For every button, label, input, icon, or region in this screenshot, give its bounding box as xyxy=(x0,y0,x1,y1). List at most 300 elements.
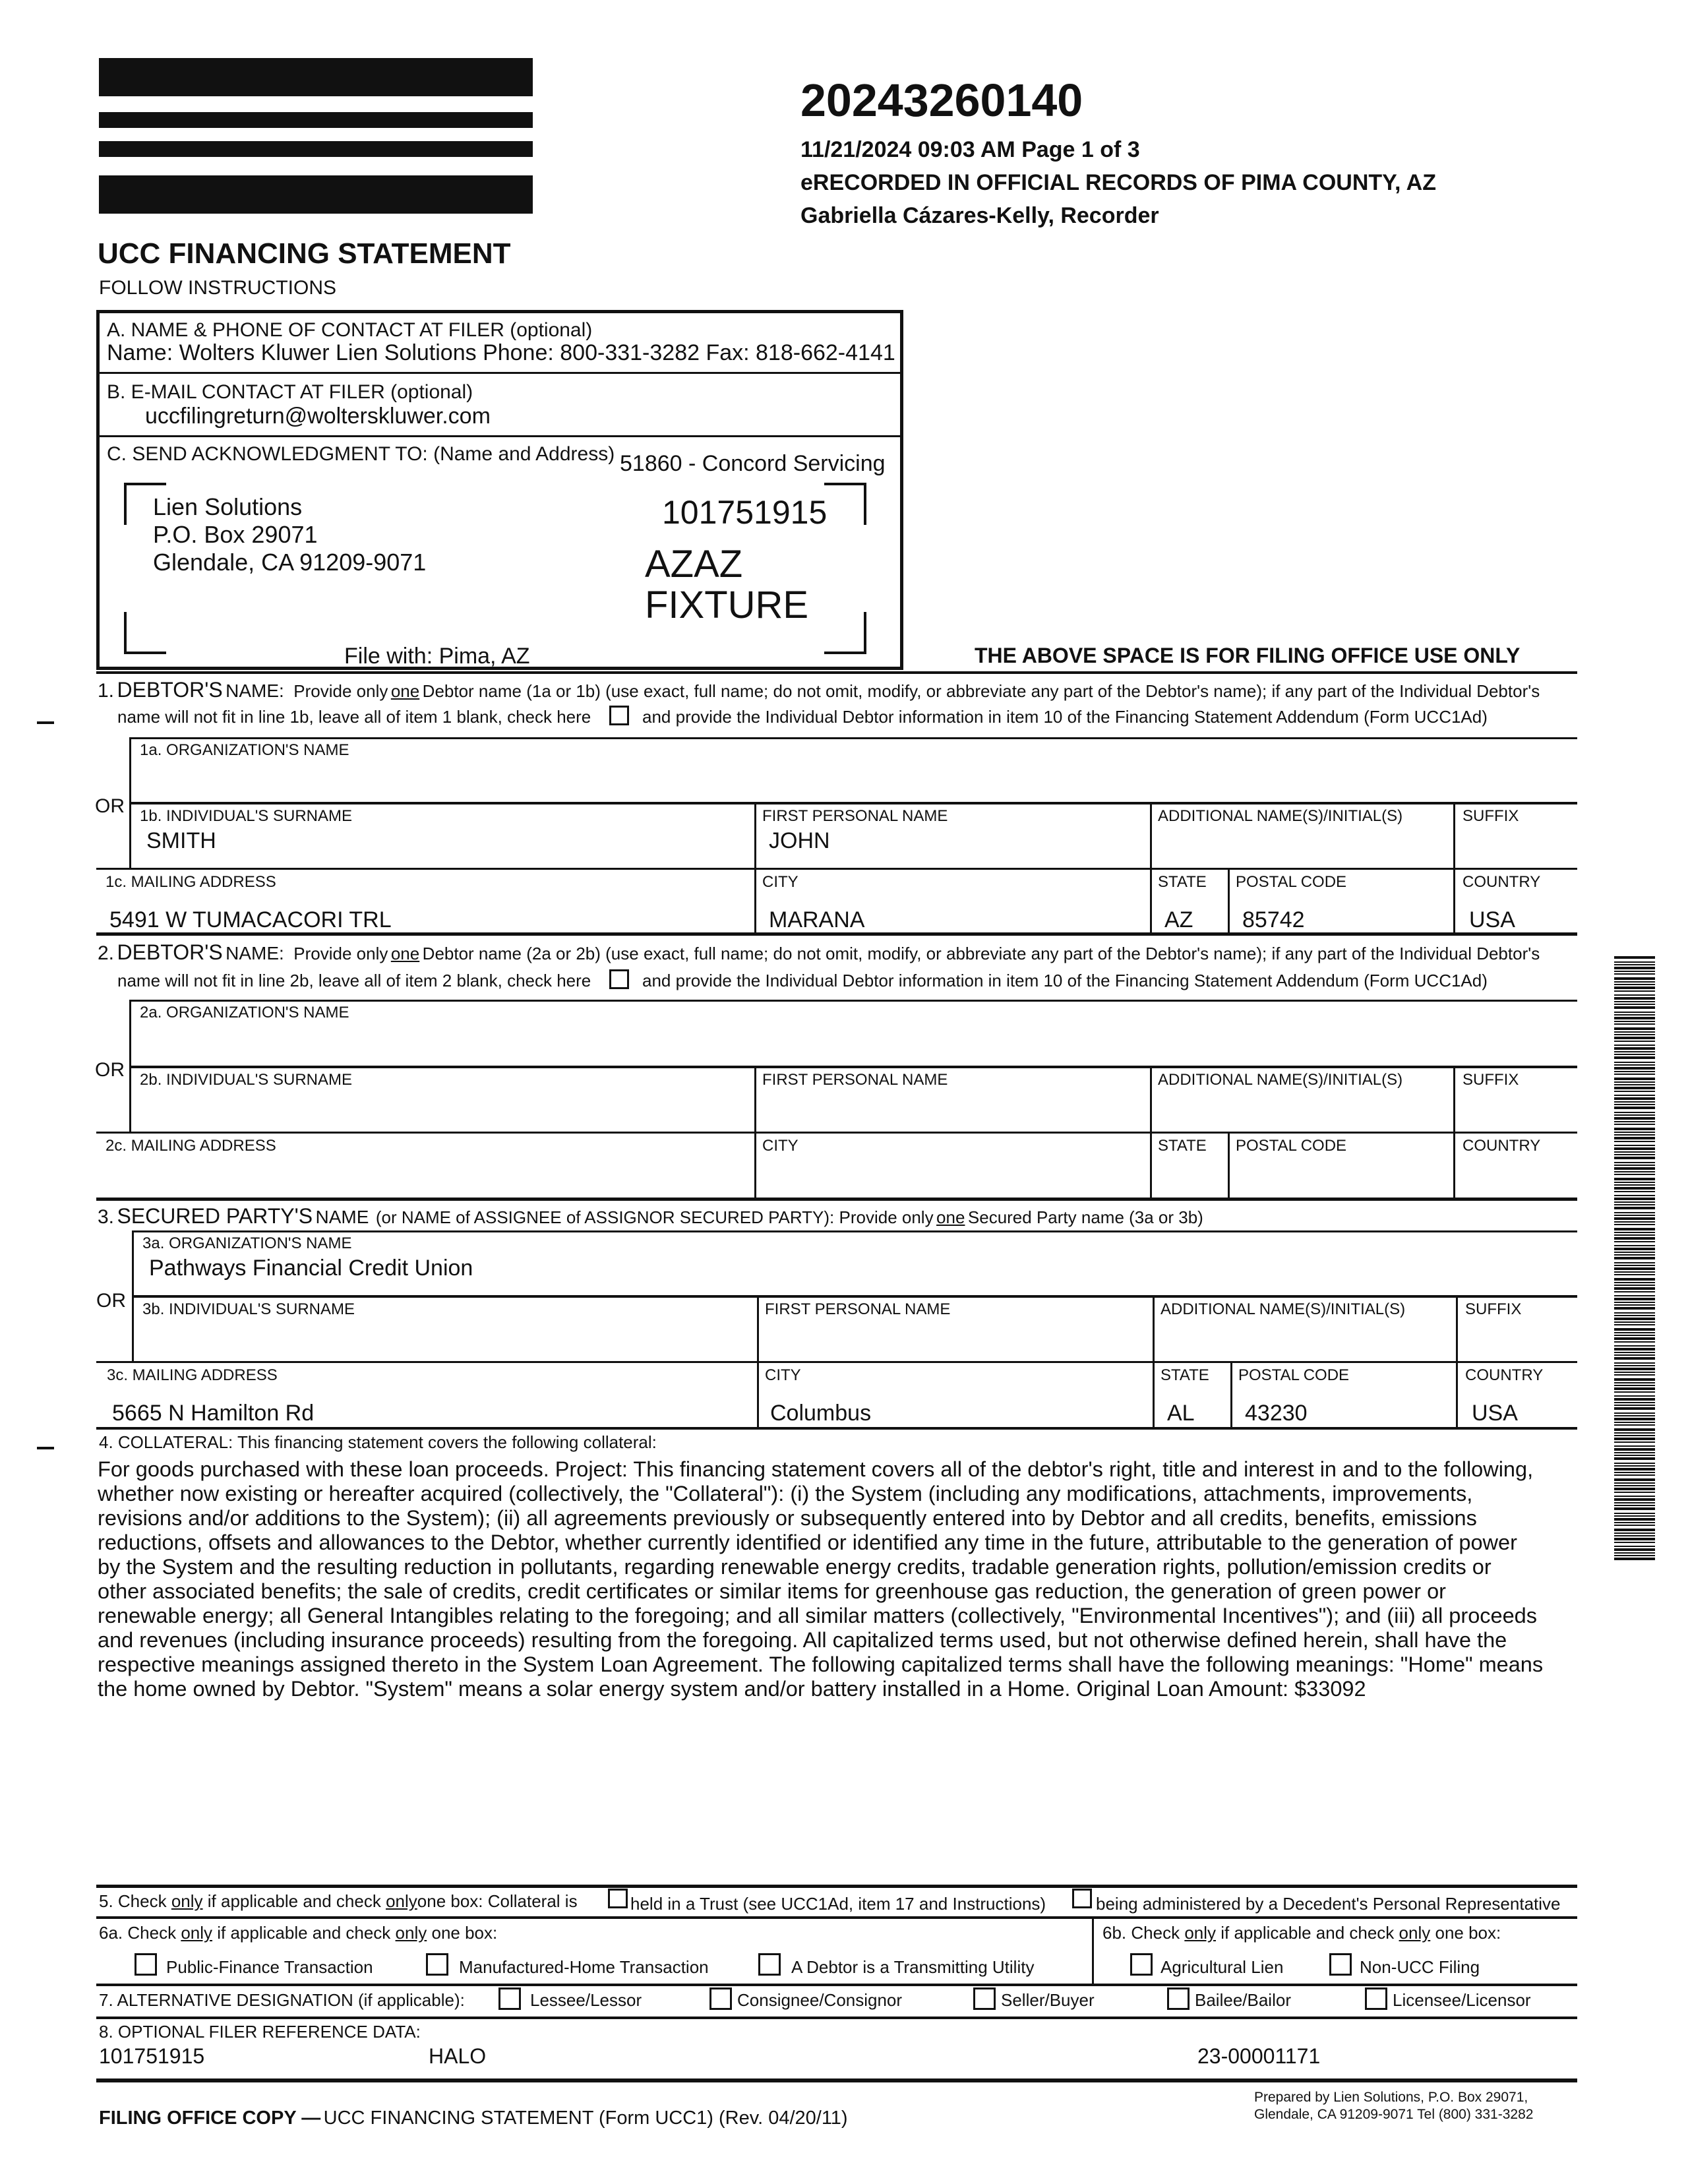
barcode-bar xyxy=(1614,1031,1655,1033)
secured-org: Pathways Financial Credit Union xyxy=(149,1256,473,1281)
barcode-bar xyxy=(1614,1348,1655,1350)
section8-bottom-rule xyxy=(96,2078,1577,2082)
secured-org-label: 3a. ORGANIZATION'S NAME xyxy=(142,1234,352,1252)
secured-suffix-label: SUFFIX xyxy=(1465,1300,1522,1318)
barcode-bar xyxy=(1614,1535,1655,1536)
barcode-bar xyxy=(1614,1234,1655,1236)
barcode-bar xyxy=(1614,1245,1655,1246)
barcode-bar xyxy=(1614,1104,1655,1105)
barcode-bar xyxy=(1614,1378,1655,1381)
barcode-bar xyxy=(1614,1529,1655,1531)
recorder-name: Gabriella Cázares-Kelly, Recorder xyxy=(800,203,1159,228)
filing-office-copy: FILING OFFICE COPY — UCC FINANCING STATEMENT (Form UCC1) (Rev. 04/20/11) xyxy=(99,2108,848,2129)
barcode-bar xyxy=(1614,1315,1655,1316)
barcode-bar xyxy=(1614,1395,1655,1397)
secured-or: OR xyxy=(96,1290,126,1312)
barcode-bar xyxy=(1614,1357,1655,1360)
collateral-line: renewable energy; all General Intangibles relating to the foregoing; and all similar matters (collectively, "Environmental Incentives"); and (iii) all proceeds xyxy=(98,1604,1537,1627)
section7-top-rule xyxy=(96,1984,1577,1986)
barcode-bar xyxy=(1614,1224,1655,1225)
collateral-line: the home owned by Debtor. "System" means a solar energy system and/or battery installed in a Home. Original Loan Amount: $33092 xyxy=(98,1677,1366,1701)
barcode-bar xyxy=(1614,1154,1655,1155)
barcode-bar xyxy=(1614,1505,1655,1506)
barcode-bar xyxy=(1614,1271,1655,1273)
barcode-bar xyxy=(1614,1145,1655,1146)
item7-consignee-label: Consignee/Consignor xyxy=(737,1990,903,2010)
barcode-bar xyxy=(1614,1407,1655,1410)
barcode-bar xyxy=(1614,1182,1655,1183)
ack-label: C. SEND ACKNOWLEDGMENT TO: (Name and Address) xyxy=(107,443,615,465)
barcode-bar xyxy=(1614,1071,1655,1072)
barcode-bar xyxy=(1614,1488,1655,1490)
barcode-bar xyxy=(1614,1507,1655,1510)
item6b-label: 6b. Check only if applicable and check only one box: xyxy=(1102,1923,1501,1943)
barcode-bar xyxy=(1614,1023,1655,1025)
section2-top-rule xyxy=(96,932,1577,936)
filing-office-use-note: THE ABOVE SPACE IS FOR FILING OFFICE USE ONLY xyxy=(975,644,1521,667)
barcode-bar xyxy=(1614,1552,1655,1554)
barcode-bar xyxy=(1614,1432,1655,1434)
ack-city: Glendale, CA 91209-9071 xyxy=(153,549,427,576)
secured-org-top xyxy=(132,1230,1577,1232)
barcode-bar xyxy=(1614,1468,1655,1471)
email-value: uccfilingreturn@wolterskluwer.com xyxy=(145,404,491,429)
debtor1-instruction-line2a: name will not fit in line 1b, leave all of item 1 blank, check here xyxy=(117,707,591,727)
item6a-manufactured-home-label: Manufactured-Home Transaction xyxy=(459,1957,709,1977)
debtor1-postal-label: POSTAL CODE xyxy=(1236,873,1347,891)
debtor2-surname-label: 2b. INDIVIDUAL'S SURNAME xyxy=(140,1071,352,1089)
barcode-bar xyxy=(1614,1151,1655,1153)
corner-mark-br xyxy=(824,612,866,654)
barcode-bar xyxy=(1614,990,1655,992)
barcode-bar xyxy=(1614,1124,1655,1125)
barcode-bar xyxy=(1614,1513,1655,1514)
barcode-bar xyxy=(1614,1352,1655,1353)
barcode-bar xyxy=(1614,1201,1655,1203)
barcode-bar xyxy=(1614,961,1655,963)
barcode-bar xyxy=(1614,1006,1655,1009)
ack-po-box: P.O. Box 29071 xyxy=(153,521,318,548)
debtor1-country-label: COUNTRY xyxy=(1462,873,1541,891)
barcode-bar xyxy=(1614,1374,1655,1376)
barcode-bar xyxy=(1614,971,1655,972)
barcode-bar xyxy=(1614,977,1655,980)
debtor2-name-bottom xyxy=(96,1132,1577,1134)
barcode-bar xyxy=(1614,1121,1655,1122)
barcode-bar xyxy=(1614,1081,1655,1083)
collateral-line: revisions and/or additions to the System); (ii) all agreements previously or subsequently entered into by Debtor and all credits, benefits, emissions xyxy=(98,1506,1477,1530)
secured-postal: 43230 xyxy=(1245,1401,1308,1426)
collateral-label: 4. COLLATERAL: This financing statement covers the following collateral: xyxy=(99,1432,657,1452)
debtor2-addl-label: ADDITIONAL NAME(S)/INITIAL(S) xyxy=(1158,1071,1403,1089)
debtor1-first: JOHN xyxy=(769,828,830,853)
barcode-bar xyxy=(1614,1365,1655,1366)
debtor1-state-label: STATE xyxy=(1158,873,1207,891)
item7-seller-label: Seller/Buyer xyxy=(1001,1990,1095,2010)
recording-office: eRECORDED IN OFFICIAL RECORDS OF PIMA COUNTY, AZ xyxy=(800,170,1437,195)
barcode-bar xyxy=(1614,1267,1655,1270)
barcode-bar xyxy=(1614,1282,1655,1283)
debtor1-or: OR xyxy=(95,795,125,817)
barcode-bar xyxy=(1614,1056,1655,1059)
debtor1-state: AZ xyxy=(1164,907,1193,932)
margin-tick-2 xyxy=(37,1447,54,1449)
corner-mark-tr xyxy=(824,483,866,525)
barcode-bar xyxy=(1614,1198,1655,1200)
barcode-bar xyxy=(1614,1215,1655,1216)
barcode-bar xyxy=(1614,1195,1655,1196)
item7-bailee-label: Bailee/Bailor xyxy=(1195,1990,1291,2010)
barcode-bar xyxy=(1614,964,1655,965)
item5-decedent-checkbox[interactable] xyxy=(1072,1889,1092,1908)
barcode-bar xyxy=(1614,1064,1655,1066)
debtor2-country-label: COUNTRY xyxy=(1462,1137,1541,1155)
barcode-bar xyxy=(1614,1542,1655,1543)
section5-top-rule xyxy=(96,1885,1577,1888)
barcode-bar xyxy=(1614,1498,1655,1501)
barcode-bar xyxy=(1614,1295,1655,1296)
debtor1-org-top xyxy=(129,737,1577,739)
barcode-bar xyxy=(1614,1385,1655,1386)
debtor1-postal: 85742 xyxy=(1242,907,1305,932)
item7-lessee-label: Lessee/Lessor xyxy=(530,1990,642,2010)
barcode-bar xyxy=(1614,1067,1655,1070)
barcode-bar xyxy=(1614,1165,1655,1166)
barcode-bar xyxy=(1614,1515,1655,1517)
barcode-bar xyxy=(1614,1207,1655,1209)
barcode-bar xyxy=(1614,1362,1655,1364)
barcode-bar xyxy=(1614,1435,1655,1436)
item8-label: 8. OPTIONAL FILER REFERENCE DATA: xyxy=(99,2022,421,2042)
barcode-bar xyxy=(1614,1382,1655,1383)
debtor2-addendum-checkbox[interactable] xyxy=(609,969,629,989)
barcode-bar xyxy=(1614,1097,1655,1100)
barcode-bar xyxy=(1614,1034,1655,1035)
debtor2-mail-label: 2c. MAILING ADDRESS xyxy=(106,1137,276,1155)
barcode-bar xyxy=(1614,1368,1655,1370)
secured-postal-label: POSTAL CODE xyxy=(1238,1366,1350,1384)
debtor1-col-postal xyxy=(1228,869,1230,932)
barcode-bar xyxy=(1614,1337,1655,1340)
debtor1-addendum-checkbox[interactable] xyxy=(609,706,629,725)
item6a-public-finance-label: Public-Finance Transaction xyxy=(166,1957,373,1977)
corner-mark-bl xyxy=(124,612,166,654)
barcode-bar xyxy=(1614,1445,1655,1447)
debtor1-org-label: 1a. ORGANIZATION'S NAME xyxy=(140,741,349,759)
barcode-bar xyxy=(1614,1398,1655,1401)
secured-country: USA xyxy=(1472,1401,1518,1426)
barcode-bar xyxy=(1614,1321,1655,1323)
barcode-bar xyxy=(1614,1084,1655,1085)
item5-trust-checkbox[interactable] xyxy=(608,1889,628,1908)
barcode-bar xyxy=(1614,1167,1655,1170)
debtor2-instruction-line2a: name will not fit in line 2b, leave all of item 2 blank, check here xyxy=(117,971,591,990)
barcode-bar xyxy=(1614,986,1655,989)
barcode-bar xyxy=(1614,1062,1655,1063)
barcode-bar xyxy=(1614,1171,1655,1172)
barcode-bar xyxy=(1614,1191,1655,1192)
barcode-bar xyxy=(1614,1262,1655,1263)
barcode-bar xyxy=(1614,1302,1655,1303)
barcode xyxy=(1614,956,1655,1563)
section1-top-rule xyxy=(96,671,1577,674)
debtor1-country: USA xyxy=(1469,907,1515,932)
barcode-bar xyxy=(1614,1345,1655,1347)
prepared-by-line2: Glendale, CA 91209-9071 Tel (800) 331-3282 xyxy=(1254,2107,1534,2122)
secured-addl-label: ADDITIONAL NAME(S)/INITIAL(S) xyxy=(1160,1300,1406,1318)
secured-surname-label: 3b. INDIVIDUAL'S SURNAME xyxy=(142,1300,355,1318)
item7-label: 7. ALTERNATIVE DESIGNATION (if applicable): xyxy=(99,1990,465,2010)
filer-divider-a xyxy=(96,372,903,374)
barcode-bar xyxy=(1614,1307,1655,1310)
barcode-bar xyxy=(1614,1532,1655,1534)
barcode-bar xyxy=(1614,1178,1655,1180)
follow-instructions: FOLLOW INSTRUCTIONS xyxy=(99,277,337,299)
barcode-bar xyxy=(1614,1265,1655,1266)
item6a-manufactured-home-checkbox[interactable] xyxy=(426,1953,448,1976)
file-with: File with: Pima, AZ xyxy=(344,644,530,669)
debtor1-mail-label: 1c. MAILING ADDRESS xyxy=(106,873,276,891)
barcode-bar xyxy=(1614,1112,1655,1113)
debtor1-addl-label: ADDITIONAL NAME(S)/INITIAL(S) xyxy=(1158,807,1403,825)
debtor2-org-label: 2a. ORGANIZATION'S NAME xyxy=(140,1004,349,1021)
secured-country-label: COUNTRY xyxy=(1465,1366,1544,1384)
debtor1-surname: SMITH xyxy=(146,828,216,853)
collateral-line: and revenues (including insurance proceeds) resulting from the foregoing. All capitalized terms used, but not otherwise defined herein, shall have the xyxy=(98,1628,1507,1652)
debtor1-heading: 1. DEBTOR'S NAME: Provide only one Debtor name (1a or 1b) (use exact, full name; do not omit, modify, or abbreviate any part of the Debtor's name); if any part of the Individual Debtor's xyxy=(98,678,1540,702)
barcode-bar xyxy=(1614,1137,1655,1139)
barcode-bar xyxy=(1614,1027,1655,1030)
barcode-bar xyxy=(1614,984,1655,985)
debtor2-col-postal xyxy=(1228,1133,1230,1199)
barcode-bar xyxy=(1614,1452,1655,1453)
barcode-bar xyxy=(1614,1418,1655,1420)
item6a-public-finance-checkbox[interactable] xyxy=(135,1953,157,1976)
barcode-bar xyxy=(1614,1441,1655,1443)
item6b-agricultural-lien-checkbox[interactable] xyxy=(1130,1953,1153,1976)
barcode-bar xyxy=(1614,1538,1655,1540)
debtor1-city: MARANA xyxy=(769,907,865,932)
barcode-bar xyxy=(1614,1285,1655,1286)
debtor2-first-label: FIRST PERSONAL NAME xyxy=(762,1071,948,1089)
debtor2-org-bottom xyxy=(129,1066,1577,1068)
barcode-bar xyxy=(1614,1548,1655,1551)
secured-state: AL xyxy=(1167,1401,1195,1426)
secured-heading: 3. SECURED PARTY'S NAME (or NAME of ASSIGNEE of ASSIGNOR SECURED PARTY): Provide only one Secured Party name (3a or 3b) xyxy=(98,1204,1203,1228)
barcode-bar xyxy=(1614,997,1655,1000)
collateral-line: by the System and the resulting reduction in pollutants, regarding renewable energy credits, tradable generation rights, pollution/emission credits or xyxy=(98,1555,1492,1579)
ack-name: Lien Solutions xyxy=(153,493,303,520)
item7-seller-checkbox[interactable] xyxy=(973,1987,996,2010)
barcode-bar xyxy=(1614,1017,1655,1019)
ack-code-2: FIXTURE xyxy=(645,584,809,626)
contact-label: A. NAME & PHONE OF CONTACT AT FILER (optional) xyxy=(107,319,593,341)
item8-ref-2: HALO xyxy=(429,2044,487,2068)
barcode-bar xyxy=(1614,1465,1655,1467)
item6b-non-ucc-label: Non-UCC Filing xyxy=(1360,1957,1480,1977)
barcode-bar xyxy=(1614,1117,1655,1120)
barcode-bar xyxy=(1614,956,1655,959)
item7-consignee-checkbox[interactable] xyxy=(709,1987,732,2010)
barcode-bar xyxy=(1614,1492,1655,1493)
item6b-agricultural-lien-label: Agricultural Lien xyxy=(1160,1957,1284,1977)
barcode-bar xyxy=(1614,1221,1655,1223)
debtor2-suffix-label: SUFFIX xyxy=(1462,1071,1519,1089)
debtor1-name-bottom xyxy=(96,868,1577,870)
item6a-transmitting-utility-label: A Debtor is a Transmitting Utility xyxy=(791,1957,1035,1977)
item7-licensee-label: Licensee/Licensor xyxy=(1393,1990,1531,2010)
barcode-bar xyxy=(1614,1132,1655,1133)
barcode-bar xyxy=(1614,1021,1655,1022)
barcode-bar xyxy=(1614,1558,1655,1560)
item7-lessee-checkbox[interactable] xyxy=(498,1987,521,2010)
barcode-bar xyxy=(1614,1335,1655,1336)
barcode-bar xyxy=(1614,1051,1655,1052)
barcode-bar xyxy=(1614,1274,1655,1275)
barcode-bar xyxy=(1614,1001,1655,1002)
barcode-bar xyxy=(1614,1107,1655,1109)
barcode-bar xyxy=(1614,1257,1655,1259)
email-label: B. E-MAIL CONTACT AT FILER (optional) xyxy=(107,381,473,403)
barcode-bar xyxy=(1614,1014,1655,1016)
debtor2-instruction-line2b: and provide the Individual Debtor information in item 10 of the Financing Statement Addendum (Form UCC1Ad) xyxy=(642,971,1488,990)
barcode-bar xyxy=(1614,1291,1655,1292)
debtor1-suffix-label: SUFFIX xyxy=(1462,807,1519,825)
debtor1-first-label: FIRST PERSONAL NAME xyxy=(762,807,948,825)
debtor1-surname-label: 1b. INDIVIDUAL'S SURNAME xyxy=(140,807,352,825)
secured-city: Columbus xyxy=(770,1401,872,1426)
section6-top-rule xyxy=(96,1916,1577,1919)
barcode-bar xyxy=(1614,1354,1655,1356)
barcode-bar xyxy=(1614,1422,1655,1423)
secured-first-label: FIRST PERSONAL NAME xyxy=(765,1300,951,1318)
barcode-bar xyxy=(1614,1472,1655,1473)
barcode-bar xyxy=(1614,1318,1655,1320)
barcode-bar xyxy=(1614,1254,1655,1256)
filer-divider-b xyxy=(96,435,903,437)
barcode-bar xyxy=(1614,1287,1655,1290)
barcode-bar xyxy=(1614,1041,1655,1042)
barcode-bar xyxy=(1614,1457,1655,1460)
barcode-bar xyxy=(1614,1134,1655,1136)
barcode-bar xyxy=(1614,1387,1655,1390)
secured-name-bottom xyxy=(96,1361,1577,1363)
debtor1-city-label: CITY xyxy=(762,873,799,891)
recording-datetime: 11/21/2024 09:03 AM Page 1 of 3 xyxy=(800,137,1140,162)
secured-city-label: CITY xyxy=(765,1366,801,1384)
form-title: UCC FINANCING STATEMENT xyxy=(98,237,511,270)
item8-ref-1: 101751915 xyxy=(99,2044,205,2068)
barcode-bar xyxy=(1614,1415,1655,1416)
collateral-line: For goods purchased with these loan proceeds. Project: This financing statement covers all of the debtor's right, title and interest in and to the following, xyxy=(98,1457,1534,1481)
secured-org-bottom xyxy=(132,1295,1577,1298)
section3-top-rule xyxy=(96,1198,1577,1201)
barcode-bar xyxy=(1614,1232,1655,1233)
barcode-bar xyxy=(1614,1184,1655,1186)
barcode-bar xyxy=(1614,1448,1655,1451)
barcode-bar xyxy=(1614,1237,1655,1240)
barcode-bar xyxy=(1614,1217,1655,1220)
item5-trust-label: held in a Trust (see UCC1Ad, item 17 and Instructions) xyxy=(630,1894,1046,1914)
item6a-label: 6a. Check only if applicable and check only one box: xyxy=(99,1923,498,1943)
barcode-bar xyxy=(1614,1412,1655,1414)
barcode-bar xyxy=(1614,1482,1655,1484)
barcode-bar xyxy=(1614,1157,1655,1159)
barcode-bar xyxy=(1614,1438,1655,1440)
barcode-bar xyxy=(1614,1101,1655,1103)
barcode-bar xyxy=(1614,1455,1655,1456)
barcode-bar xyxy=(1614,1204,1655,1205)
barcode-bar xyxy=(1614,1077,1655,1080)
ack-code-1: AZAZ xyxy=(645,543,743,586)
item5-decedent-label: being administered by a Decedent's Personal Representative xyxy=(1096,1894,1561,1914)
item6b-non-ucc-checkbox[interactable] xyxy=(1329,1953,1352,1976)
barcode-bar xyxy=(1614,1114,1655,1116)
barcode-bar xyxy=(1614,1496,1655,1497)
barcode-bar xyxy=(1614,1428,1655,1431)
barcode-bar xyxy=(1614,1228,1655,1230)
barcode-bar xyxy=(1614,1248,1655,1250)
secured-col-postal xyxy=(1230,1362,1232,1427)
barcode-bar xyxy=(1614,1391,1655,1393)
collateral-line: reductions, offsets and allowances to the Debtor, whether currently identified or identified any time in the future, attributable to the generation of power xyxy=(98,1531,1517,1554)
barcode-bar xyxy=(1614,1372,1655,1373)
barcode-bar xyxy=(1614,1252,1655,1253)
barcode-bar xyxy=(1614,981,1655,983)
collateral-line: whether now existing or hereafter acquired (collectively, the "Collateral"): (i) the System (including any modifications, attachments, improvements, xyxy=(98,1482,1473,1505)
prepared-by-line1: Prepared by Lien Solutions, P.O. Box 29071, xyxy=(1254,2090,1528,2105)
barcode-bar xyxy=(1614,1095,1655,1096)
collateral-line: respective meanings assigned thereto in the System Loan Agreement. The following capitalized terms shall have the following meanings: "Home" means xyxy=(98,1653,1544,1676)
barcode-bar xyxy=(1614,1341,1655,1343)
margin-tick-1 xyxy=(37,721,54,724)
barcode-bar xyxy=(1614,1004,1655,1005)
item7-licensee-checkbox[interactable] xyxy=(1365,1987,1387,2010)
barcode-bar xyxy=(1614,1045,1655,1046)
barcode-bar xyxy=(1614,1241,1655,1242)
barcode-bar xyxy=(1614,1324,1655,1325)
debtor2-heading: 2. DEBTOR'S NAME: Provide only one Debtor name (2a or 2b) (use exact, full name; do not omit, modify, or abbreviate any part of the Debtor's name); if any part of the Individual Debtor's xyxy=(98,940,1540,964)
debtor2-city-label: CITY xyxy=(762,1137,799,1155)
secured-mail-label: 3c. MAILING ADDRESS xyxy=(107,1366,278,1384)
debtor2-state-label: STATE xyxy=(1158,1137,1207,1155)
barcode-bar xyxy=(1614,1502,1655,1503)
debtor1-mail: 5491 W TUMACACORI TRL xyxy=(109,907,392,932)
barcode-bar xyxy=(1614,1087,1655,1089)
barcode-bar xyxy=(1614,1147,1655,1150)
barcode-bar xyxy=(1614,1546,1655,1547)
barcode-bar xyxy=(1614,1328,1655,1331)
barcode-bar xyxy=(1614,973,1655,975)
barcode-bar xyxy=(1614,967,1655,969)
section8-top-rule xyxy=(96,2017,1577,2019)
barcode-bar xyxy=(1614,1463,1655,1464)
barcode-bar xyxy=(1614,1474,1655,1476)
barcode-bar xyxy=(1614,1187,1655,1190)
item7-bailee-checkbox[interactable] xyxy=(1167,1987,1190,2010)
debtor2-or: OR xyxy=(95,1059,125,1081)
barcode-bar xyxy=(1614,1304,1655,1306)
contact-value: Name: Wolters Kluwer Lien Solutions Phone: 800-331-3282 Fax: 818-662-4141 xyxy=(107,340,895,365)
barcode-bar xyxy=(1614,1141,1655,1142)
barcode-bar xyxy=(1614,1091,1655,1092)
secured-state-label: STATE xyxy=(1160,1366,1209,1384)
barcode-bar xyxy=(1614,1525,1655,1526)
section4-top-rule xyxy=(96,1427,1577,1430)
debtor2-org-top xyxy=(129,1000,1577,1002)
barcode-bar xyxy=(1614,1555,1655,1556)
item6a-transmitting-utility-checkbox[interactable] xyxy=(758,1953,781,1976)
